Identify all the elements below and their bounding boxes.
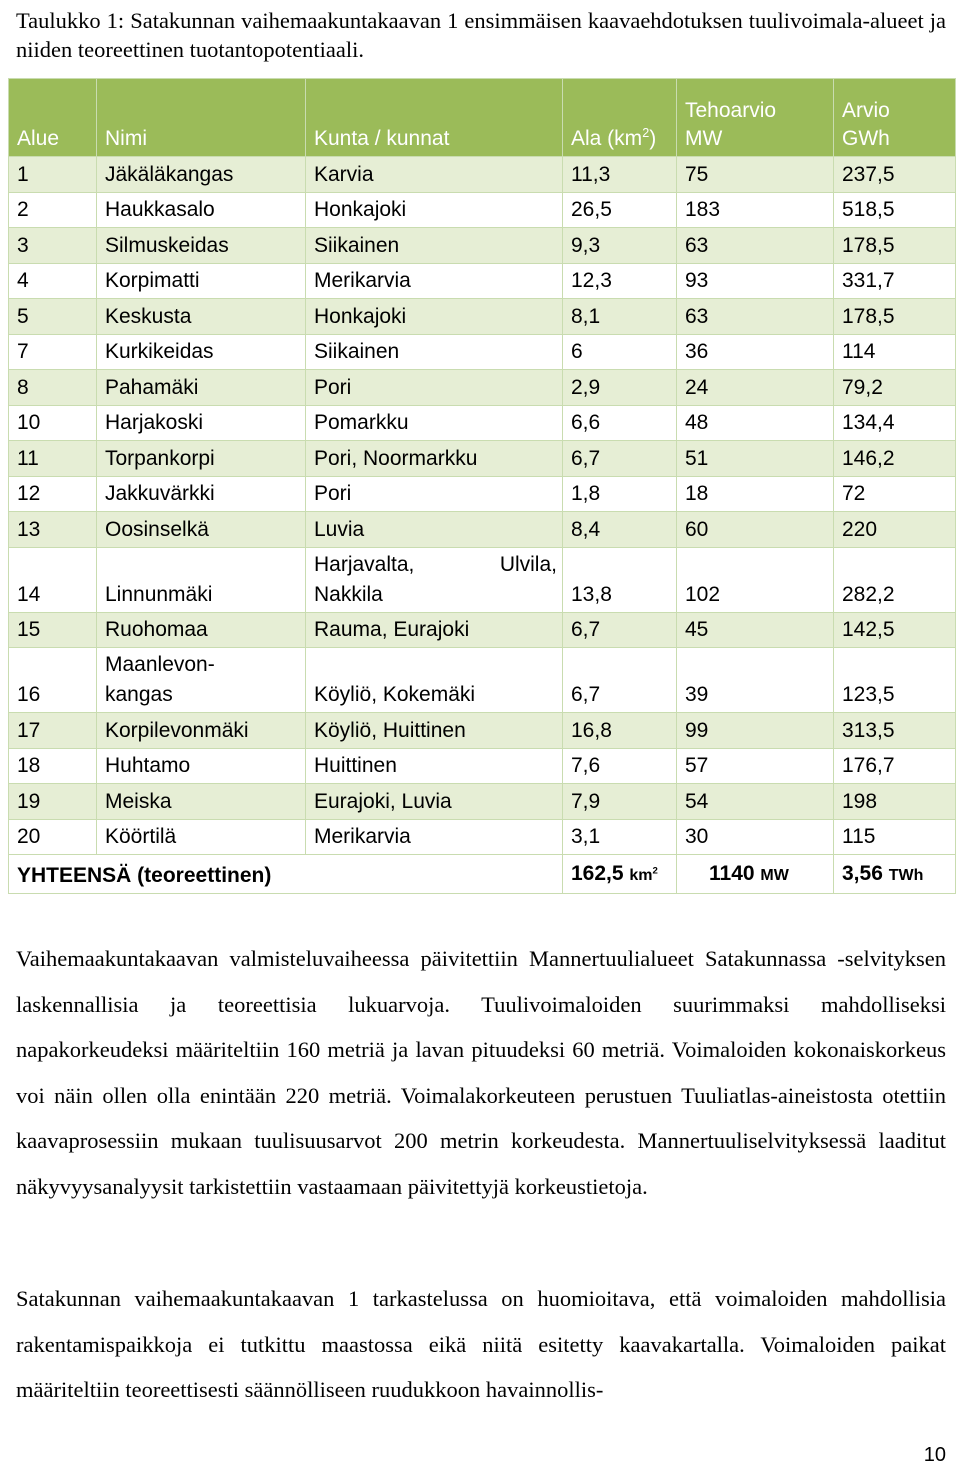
cell-teho: 51 — [677, 441, 834, 477]
cell-teho: 75 — [677, 157, 834, 193]
table-row — [9, 547, 956, 612]
cell-ala: 7,6 — [563, 748, 677, 784]
cell-alue: 14 — [9, 547, 97, 612]
cell-nimi: Köörtilä — [97, 819, 306, 855]
cell-nimi: Korpimatti — [97, 263, 306, 299]
cell-arvio: 178,5 — [834, 228, 956, 264]
cell-ala: 9,3 — [563, 228, 677, 264]
cell-teho: 54 — [677, 784, 834, 820]
cell-kunta: Köyliö, Kokemäki — [306, 648, 563, 713]
cell-ala: 12,3 — [563, 263, 677, 299]
cell-alue: 10 — [9, 405, 97, 441]
table-row — [9, 334, 956, 370]
cell-teho: 99 — [677, 713, 834, 749]
cell-arvio: 115 — [834, 819, 956, 855]
cell-arvio: 518,5 — [834, 192, 956, 228]
cell-nimi: Pahamäki — [97, 370, 306, 406]
total-arvio-value: 3,56 — [842, 862, 883, 885]
cell-teho: 36 — [677, 334, 834, 370]
cell-kunta: Rauma, Eurajoki — [306, 612, 563, 648]
total-arvio-unit: TWh — [888, 867, 924, 884]
cell-kunta: Pori — [306, 370, 563, 406]
total-ala-unit — [629, 867, 657, 884]
cell-ala: 11,3 — [563, 157, 677, 193]
cell-teho: 63 — [677, 228, 834, 264]
cell-arvio: 220 — [834, 512, 956, 548]
cell-nimi: Kurkikeidas — [97, 334, 306, 370]
cell-teho: 30 — [677, 819, 834, 855]
header-alue: Alue — [9, 79, 97, 157]
cell-ala: 8,4 — [563, 512, 677, 548]
cell-teho: 102 — [677, 547, 834, 612]
table-row — [9, 512, 956, 548]
cell-alue: 2 — [9, 192, 97, 228]
table-row — [9, 476, 956, 512]
header-arvio-line2: GWh — [842, 127, 890, 150]
header-nimi: Nimi — [97, 79, 306, 157]
total-teho-value: 1140 — [709, 862, 755, 885]
table-row — [9, 192, 956, 228]
header-teho-line1: Tehoarvio — [685, 99, 777, 122]
table-total-row — [9, 855, 956, 894]
cell-nimi: Harjakoski — [97, 405, 306, 441]
cell-alue: 13 — [9, 512, 97, 548]
table-header-row — [9, 79, 956, 157]
cell-alue: 19 — [9, 784, 97, 820]
cell-alue: 5 — [9, 299, 97, 335]
header-kunta: Kunta / kunnat — [306, 79, 563, 157]
cell-kunta: Merikarvia — [306, 263, 563, 299]
total-teho — [677, 855, 834, 894]
cell-ala: 2,9 — [563, 370, 677, 406]
cell-alue: 18 — [9, 748, 97, 784]
cell-ala: 6 — [563, 334, 677, 370]
header-teho-line2: MW — [685, 127, 723, 150]
cell-nimi: Linnunmäki — [97, 547, 306, 612]
table-row — [9, 228, 956, 264]
cell-kunta — [306, 547, 563, 612]
cell-arvio: 72 — [834, 476, 956, 512]
cell-arvio: 198 — [834, 784, 956, 820]
cell-kunta: Luvia — [306, 512, 563, 548]
total-teho-unit: MW — [760, 867, 789, 884]
cell-kunta-part-b: Ulvila, — [499, 552, 557, 576]
cell-kunta: Pori — [306, 476, 563, 512]
cell-teho: 18 — [677, 476, 834, 512]
table-row — [9, 612, 956, 648]
cell-ala: 3,1 — [563, 819, 677, 855]
cell-ala: 7,9 — [563, 784, 677, 820]
header-ala-sup: 2 — [642, 126, 650, 140]
table-caption: Taulukko 1: Satakunnan vaihemaakuntakaavan 1 ensimmäisen kaavaehdotuksen tuulivoimala-alueet ja niiden teoreettinen tuotantopotentiaali. — [16, 8, 946, 62]
cell-kunta: Siikainen — [306, 228, 563, 264]
cell-ala: 1,8 — [563, 476, 677, 512]
table-row — [9, 441, 956, 477]
cell-kunta: Karvia — [306, 157, 563, 193]
cell-nimi: Torpankorpi — [97, 441, 306, 477]
cell-nimi-part-a: Maanlevon- — [105, 653, 215, 676]
total-ala — [563, 855, 677, 894]
page-number: 10 — [923, 1444, 946, 1466]
cell-alue: 8 — [9, 370, 97, 406]
cell-arvio: 313,5 — [834, 713, 956, 749]
cell-arvio: 79,2 — [834, 370, 956, 406]
cell-kunta: Merikarvia — [306, 819, 563, 855]
body-paragraph-2: Satakunnan vaihemaakuntakaavan 1 tarkastelussa on huomioitava, että voimaloiden mahdollisia rakentamispaikkoja ei tutkittu maastossa eikä niitä esitetty kaavakartalla. Voimaloiden paikat määriteltiin teoreettisesti säännölliseen ruudukkoon havainnollis- — [16, 1286, 946, 1402]
cell-alue: 11 — [9, 441, 97, 477]
total-ala-value: 162,5 — [571, 862, 624, 885]
cell-nimi: Silmuskeidas — [97, 228, 306, 264]
cell-alue: 16 — [9, 648, 97, 713]
cell-nimi: Ruohomaa — [97, 612, 306, 648]
cell-nimi: Oosinselkä — [97, 512, 306, 548]
table-row — [9, 370, 956, 406]
cell-kunta: Siikainen — [306, 334, 563, 370]
cell-arvio: 237,5 — [834, 157, 956, 193]
cell-nimi: Huhtamo — [97, 748, 306, 784]
cell-kunta: Köyliö, Huittinen — [306, 713, 563, 749]
total-arvio — [834, 855, 956, 894]
header-ala-text: Ala (km — [571, 127, 643, 150]
cell-alue: 1 — [9, 157, 97, 193]
cell-nimi-part-b: kangas — [105, 683, 173, 706]
table-row — [9, 157, 956, 193]
cell-arvio: 142,5 — [834, 612, 956, 648]
body-paragraph-1: Vaihemaakuntakaavan valmisteluvaiheessa päivitettiin Mannertuulialueet Satakunnassa -selvityksen laskennallisia ja teoreettisia lukuarvoja. Tuulivoimaloiden suurimmaksi mahdolliseksi napakorkeudeksi määriteltiin 160 metriä ja lavan pituudeksi 60 metriä. Voimaloiden kokonaiskorkeus voi näin ollen olla enintään 220 metriä. Voimalakorkeuteen perustuen Tuuliatlas-aineistosta otettiin kaavaprosessiin mukaan tuulisuusarvot 200 metrin korkeudesta. Mannertuuliselvityksessä laaditut näkyvyysanalyysit tarkistettiin vastaamaan päivitettyjä korkeustietoja. — [16, 946, 946, 1199]
header-teho — [677, 79, 834, 157]
table-row — [9, 405, 956, 441]
cell-arvio: 123,5 — [834, 648, 956, 713]
cell-teho: 93 — [677, 263, 834, 299]
table-row — [9, 648, 956, 713]
cell-alue: 15 — [9, 612, 97, 648]
cell-ala: 8,1 — [563, 299, 677, 335]
cell-teho: 60 — [677, 512, 834, 548]
cell-nimi — [97, 648, 306, 713]
cell-kunta: Honkajoki — [306, 192, 563, 228]
cell-alue: 3 — [9, 228, 97, 264]
cell-teho: 57 — [677, 748, 834, 784]
cell-alue: 20 — [9, 819, 97, 855]
cell-arvio: 178,5 — [834, 299, 956, 335]
table-row — [9, 713, 956, 749]
cell-teho: 24 — [677, 370, 834, 406]
cell-arvio: 134,4 — [834, 405, 956, 441]
cell-nimi: Jäkäläkangas — [97, 157, 306, 193]
cell-arvio: 176,7 — [834, 748, 956, 784]
cell-ala: 6,7 — [563, 648, 677, 713]
table-row — [9, 299, 956, 335]
cell-kunta: Pori, Noormarkku — [306, 441, 563, 477]
header-arvio — [834, 79, 956, 157]
cell-alue: 4 — [9, 263, 97, 299]
header-arvio-line1: Arvio — [842, 99, 890, 122]
wind-areas-table — [8, 78, 956, 894]
cell-nimi: Meiska — [97, 784, 306, 820]
cell-kunta-part-a: Harjavalta, — [314, 552, 415, 576]
cell-arvio: 114 — [834, 334, 956, 370]
cell-kunta: Honkajoki — [306, 299, 563, 335]
cell-ala: 6,7 — [563, 612, 677, 648]
cell-teho: 39 — [677, 648, 834, 713]
cell-kunta: Pomarkku — [306, 405, 563, 441]
cell-teho: 183 — [677, 192, 834, 228]
cell-nimi: Jakkuvärkki — [97, 476, 306, 512]
cell-kunta-part-c: Nakkila — [314, 582, 383, 606]
total-ala-unit-text: km — [629, 867, 653, 884]
table-row — [9, 748, 956, 784]
total-label: YHTEENSÄ (teoreettinen) — [9, 855, 563, 894]
cell-arvio: 331,7 — [834, 263, 956, 299]
total-ala-unit-sup: 2 — [652, 865, 658, 877]
cell-kunta-multiline — [314, 550, 557, 610]
cell-alue: 7 — [9, 334, 97, 370]
cell-nimi: Keskusta — [97, 299, 306, 335]
cell-teho: 45 — [677, 612, 834, 648]
cell-alue: 17 — [9, 713, 97, 749]
cell-nimi: Korpilevonmäki — [97, 713, 306, 749]
table-row — [9, 263, 956, 299]
cell-teho: 63 — [677, 299, 834, 335]
cell-ala: 16,8 — [563, 713, 677, 749]
cell-ala: 6,7 — [563, 441, 677, 477]
table-row — [9, 819, 956, 855]
table-row — [9, 784, 956, 820]
cell-nimi: Haukkasalo — [97, 192, 306, 228]
header-ala-close: ) — [649, 127, 657, 150]
cell-arvio: 146,2 — [834, 441, 956, 477]
cell-alue: 12 — [9, 476, 97, 512]
cell-kunta: Huittinen — [306, 748, 563, 784]
cell-kunta: Eurajoki, Luvia — [306, 784, 563, 820]
cell-arvio: 282,2 — [834, 547, 956, 612]
cell-ala: 6,6 — [563, 405, 677, 441]
cell-teho: 48 — [677, 405, 834, 441]
cell-ala: 13,8 — [563, 547, 677, 612]
cell-ala: 26,5 — [563, 192, 677, 228]
cell-kunta-line1 — [314, 550, 557, 580]
header-ala — [563, 79, 677, 157]
